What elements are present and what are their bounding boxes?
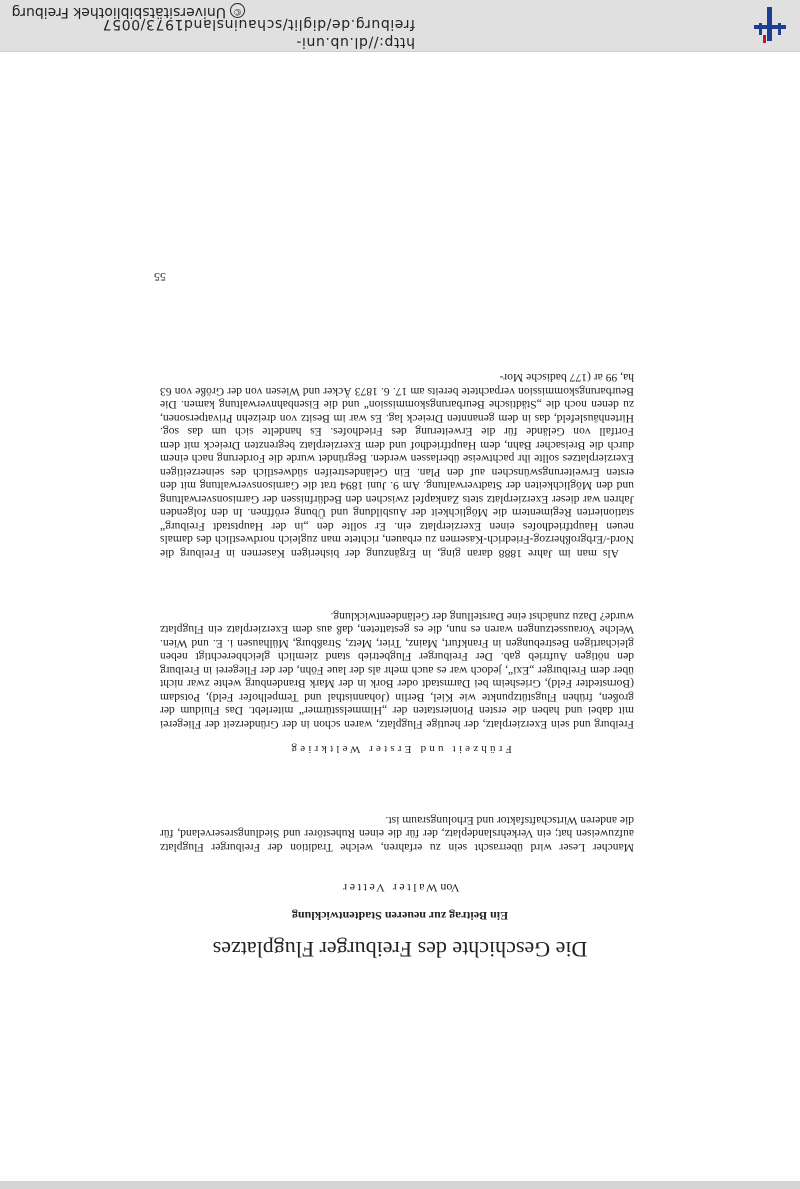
digital-copy-url[interactable]: http://dl.ub.uni-freiburg.de/diglit/schauinsland1973/0057: [102, 16, 415, 50]
section-heading: Frühzeit und Erster Weltkrieg: [288, 743, 512, 755]
copyright-line: [5, 3, 245, 21]
body-paragraph-2-container: [160, 371, 634, 560]
body-paragraph-2: Als man im Jahre 1888 daran ging, in Ergänzung der bisherigen Kasernen in Freiburg die Nord-/Erbgroßherzog-Friedrich-Kasernen zu erbauen, richtete man zugleich nordwestlich des damals neuen Hauptfriedhofes einen Exerzierplatz ein. Er sollte den „in der Hauptstadt Freiburg“ stationierten Regimentern die Möglichkeit der Ausbildung und Übung eröffnen. In den folgenden Jahren war dieser Exerzierplatz stets Zankapfel zwischen den Bedürfnissen der Garnisonsverwaltung und den Möglichkeiten der Stadtverwaltung. Am 9. Juni 1894 trat die Garnisonsverwaltung mit den ersten Erweiterungswünschen auf den Plan. Ein Geländestreifen südwestlich des seinerzeitigen Exerzierplatzes sollte ihr pachtweise überlassen werden. Begründet wurde die Forderung nach einem durch die Breisacher Bahn, dem Hauptfriedhof und dem Exerzierplatz begrenzten Dreieck mit dem Fortfall von Gelände für die Erweiterung des Friedhofes. Es handelte sich um das sog. Hirtenhäuslefeld, das in dem genannten Dreieck lag. Es war im Besitz von dreizehn Privatpersonen, zu denen noch die „Städtische Beurbarungskommission“ und die Eisenbahnverwaltung kamen. Die Beurbarungskommission verpachtete bereits am 17. 6. 1873 Äcker und Wiesen von der Größe von 63 ha, 99 ar (177 badische Mor-: [160, 371, 634, 560]
author-line: [200, 880, 600, 895]
bottom-scrollbar-strip: [0, 1181, 800, 1189]
intro-paragraph: Mancher Leser wird überrascht sein zu erfahren, welche Tradition der Freiburger Flugplatz aufzuweisen hat; ein Verkehrslandeplatz, der für die einen Ruhestörer und Siedlungsreserveland, für die anderen Wirtschaftsfaktor und Erholungsraum ist.: [160, 814, 634, 854]
article-title: Die Geschichte des Freiburger Flugplatzes: [212, 937, 588, 962]
university-library-logo-icon: [750, 5, 790, 43]
author-prefix: Von: [440, 881, 460, 895]
copyright-icon: ©: [230, 3, 245, 18]
institution-name: Universitätsbibliothek Freiburg: [11, 4, 226, 20]
page-number: 55: [154, 270, 166, 284]
source-banner: [0, 0, 800, 52]
body-paragraph-1: Freiburg und sein Exerzierplatz, der heutige Flugplatz, waren schon in der Gründerzeit der Fliegerei mit dabei und haben die ersten Pionierstaten der „Himmelsstürmer“ miterlebt. Das Fluidum der großen, frühen Flugstützpunkte wie Kiel, Berlin (Johannisthal und Tempelhofer Feld), Potsdam (Bornstedter Feld), Griesheim bei Darmstadt oder Bork in der Mark Brandenburg wehte zwar nicht über dem Freiburger „Exi“, jedoch war es auch mehr als der laue Föhn, der der Fliegerei in Freiburg den nötigen Auftrieb gab. Der Freiburger Flugbetrieb stand ziemlich gleichberechtigt neben gleichartigen Bestrebungen in Frankfurt, Mainz, Trier, Metz, Straßburg, Mülhausen i. E. und Wien. Welche Voraussetzungen waren es nun, die es gestatteten, daß aus dem Exerzierplatz ein Flugplatz wurde? Dazu zunächst eine Darstellung der Geländeentwicklung.: [160, 610, 634, 731]
author-name: Walter Vetter: [340, 881, 438, 895]
article-subtitle: Ein Beitrag zur neueren Stadtentwicklung: [291, 909, 509, 923]
